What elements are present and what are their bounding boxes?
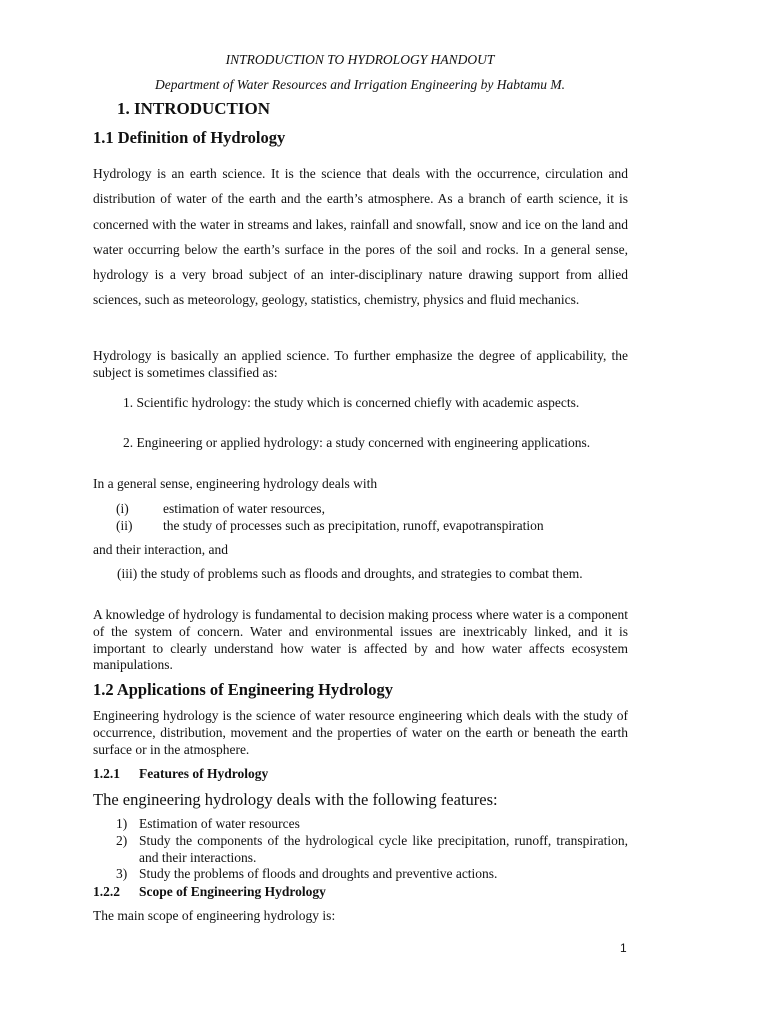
definition-paragraph: Hydrology is an earth science. It is the science that deals with the occurrence, circulation and distribution of water of the earth and the earth’s atmosphere. As a branch of earth science, it is concerned with the water in streams and lakes, rainfall and snowfall, snow and ice on the land and water occurring below the earth’s surface in the pores of the soil and rocks. In a general sense, hydrology is a very broad subject of an inter-disciplinary nature drawing support from allied sciences, such as meteorology, geology, statistics, chemistry, physics and fluid mechanics. [93,166,628,308]
list-item: 2) Study the components of the hydrological cycle like precipitation, runoff, transpiration, and their interactions. [116,832,628,865]
features-intro: The engineering hydrology deals with the following features: [93,790,498,809]
department-line: Department of Water Resources and Irrigation Engineering by Habtamu M. [155,77,565,92]
classification-item-1: 1. Scientific hydrology: the study which is concerned chiefly with academic aspects. [123,395,580,410]
list-item: 3) Study the problems of floods and droughts and preventive actions. [116,866,498,882]
classification-item-2: 2. Engineering or applied hydrology: a study concerned with engineering applications. [123,435,591,450]
knowledge-paragraph: A knowledge of hydrology is fundamental to decision making process where water is a component of the system of concern. Water and environmental issues are inextricably linked, and it is important to clearly understand how water is affected by and how water affects ecosystem manipulations. [93,607,628,673]
applications-paragraph: Engineering hydrology is the science of water resource engineering which deals with the study of occurrence, distribution, movement and the properties of water on the earth or beneath the earth surface or in the atmosphere. [93,708,628,757]
subsection-heading-definition: 1.1 Definition of Hydrology [93,128,286,147]
list-item: (ii) the study of processes such as precipitation, runoff, evapotranspiration [116,517,544,533]
roman-item-iii: (iii) the study of problems such as floods and droughts, and strategies to combat them. [117,566,583,581]
page-number: 1 [620,941,627,955]
list-item: 1) Estimation of water resources [116,816,300,831]
applied-science-paragraph: Hydrology is basically an applied science. To further emphasize the degree of applicability, the subject is sometimes classified as: [93,348,628,380]
subsection-heading-scope: 1.2.2 Scope of Engineering Hydrology [93,884,326,899]
general-sense-line: In a general sense, engineering hydrology deals with [93,476,378,491]
section-heading-introduction: 1. INTRODUCTION [117,99,271,118]
subsection-heading-features: 1.2.1 Features of Hydrology [93,766,269,781]
interaction-line: and their interaction, and [93,542,228,557]
list-item: (i) estimation of water resources, [116,501,325,516]
features-list [116,816,628,883]
roman-list [116,501,544,534]
scope-intro: The main scope of engineering hydrology is: [93,908,336,923]
subsection-heading-applications: 1.2 Applications of Engineering Hydrology [93,680,393,699]
handout-title: INTRODUCTION TO HYDROLOGY HANDOUT [225,52,495,67]
